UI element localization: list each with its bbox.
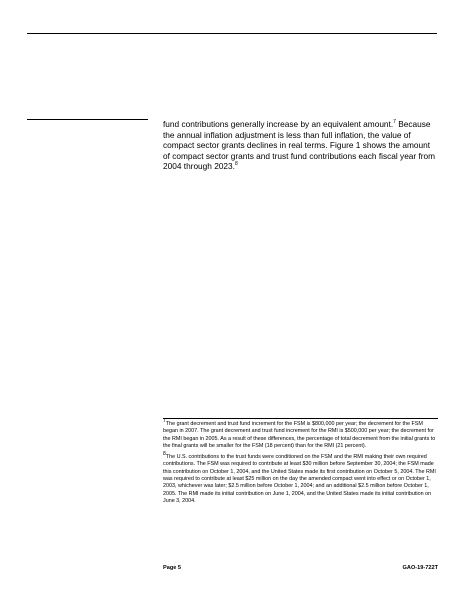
footnote-text: The grant decrement and trust fund increment for the FSM is $800,000 per year; the decrement for the FSM began in 2007. The grant decrement and trust fund increment for the RMI is $500,000 per year; the decrement for the RMI began in 2005. As a result of these differences, the percentage of total decrement from the initial grants to the final grants will be smaller for the FSM (18 percent) than for the RMI (21 percent). [163, 421, 436, 449]
page-number: Page 5 [163, 565, 182, 571]
footnote-8 [163, 451, 438, 505]
footnote-7 [163, 418, 438, 450]
sidebar-rule [27, 119, 148, 120]
footnote-ref-7[interactable]: 7 [393, 119, 396, 126]
body-text-part-1: fund contributions generally increase by an equivalent amount. [163, 119, 394, 129]
footnote-text: The U.S. contributions to the trust funds were conditioned on the FSM and the RMI making their own required contributions. The FSM was required to contribute at least $30 million before September 30, 2004; the FSM made this contribution on October 1, 2004, and the United States made its first contribution on October 5, 2004. The RMI was required to contribute at least $25 million on the day the amended compact went into effect or on October 1, 2003, whichever was later; $2.5 million before October 1, 2004; and an additional $2.5 million before October 1, 2005. The RMI made its initial contribution on June 1, 2004, and the United States made its initial contribution on June 3, 2004. [163, 454, 436, 504]
header-rule [27, 33, 437, 34]
footnote-marker: 7 [163, 418, 166, 425]
footnote-separator [163, 418, 438, 419]
footnote-ref-8[interactable]: 8 [234, 161, 238, 168]
report-id: GAO-19-722T [402, 565, 438, 571]
footnote-marker: 8 [163, 451, 166, 458]
body-text-part-2: Because the annual inflation adjustment is less than full inflation, the value of compact sector grants declines in real terms. Figure 1 shows the amount of compact sector grants and trust fund contributions each fiscal year from 2004 through 2023. [163, 119, 436, 172]
body-paragraph [163, 119, 438, 172]
footnotes-section [163, 418, 438, 509]
